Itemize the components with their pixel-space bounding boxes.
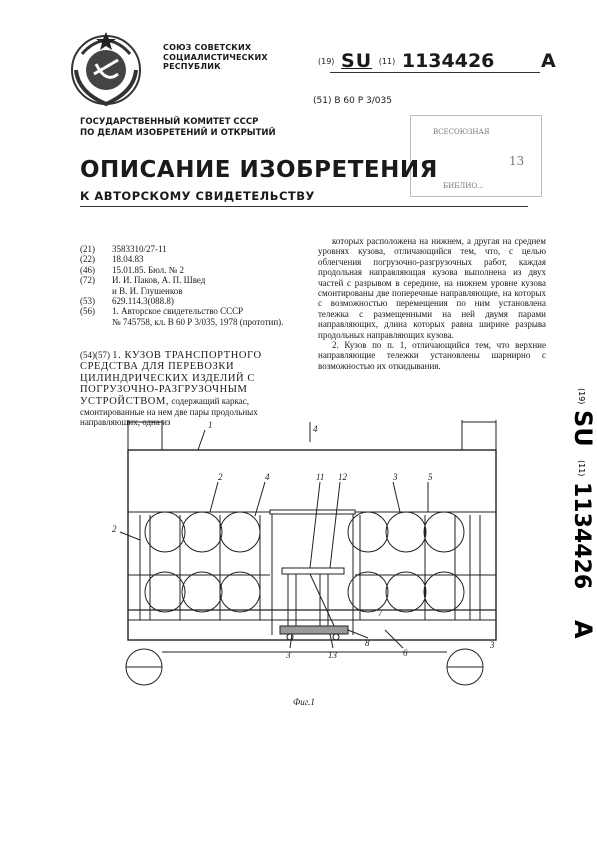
label-8: 8 — [365, 638, 370, 648]
technical-drawing — [110, 420, 530, 710]
union-name — [163, 43, 268, 72]
title-rule — [80, 206, 528, 207]
ipc-value: В 60 Р 3/035 — [334, 96, 392, 106]
claim-paragraph: которых расположена на нижнем, а другая на среднем уровнях кузова, отличающийся тем, что, с целью облегчения погрузочно-разгрузочных работ, каждая продольная направляющая кузова выполнена из двух частей с разрывом в середине, на нижнем уровне кузова смонтированы две поперечные направляющие, на которых с возможностью перемещения по ним установлена тележка с размещенными на ней двумя парами направляющих, длина которых равна ширине разрыва продольных направляющих кузова. — [318, 236, 546, 340]
ipc-class — [313, 96, 392, 106]
ussr-emblem-icon — [66, 30, 146, 110]
label-3-bottom: 3 — [286, 650, 291, 660]
biblio-row: (22) 18.04.83 — [80, 254, 144, 265]
stamp-text: ВСЕСОЮЗНАЯ — [433, 128, 490, 136]
document-subtitle: К АВТОРСКОМУ СВИДЕТЕЛЬСТВУ — [80, 189, 315, 203]
label-2-side: 2 — [112, 524, 117, 534]
biblio-row: (21) 3583310/27-11 — [80, 244, 167, 254]
vertical-country: SU — [569, 410, 597, 447]
cylinder-products — [145, 512, 464, 612]
committee-line: ГОСУДАРСТВЕННЫЙ КОМИТЕТ СССР — [80, 117, 259, 127]
vertical-inid-11: (11) — [577, 460, 586, 477]
header-underline — [330, 72, 540, 73]
vertical-inid-19: (19) — [577, 388, 586, 405]
document-title: ОПИСАНИЕ ИЗОБРЕТЕНИЯ — [80, 157, 438, 183]
label-4: 4 — [265, 472, 270, 482]
union-line: СОЮЗ СОВЕТСКИХ — [163, 43, 252, 52]
vertical-kind: A — [569, 620, 597, 639]
vertical-patent-number — [545, 388, 597, 658]
claim-text: содержащий каркас, смонтированные на нем две пары продольных направляющих, одна из — [80, 395, 258, 428]
biblio-row: и В. И. Глушенков — [112, 285, 183, 296]
stamp-text: БИБЛИО... — [443, 182, 484, 190]
label-11: 11 — [316, 472, 325, 482]
biblio-row: (46) 15.01.85. Бюл. № 2 — [80, 264, 184, 275]
claim-paragraph: 2. Кузов по п. 1, отличающийся тем, что верхние направляющие тележки установлены шарнирно с возможностью их откидывания. — [318, 340, 546, 371]
label-12: 12 — [338, 472, 347, 482]
biblio-row: (56) 1. Авторское свидетельство СССР — [80, 306, 244, 317]
label-1: 1 — [208, 420, 213, 430]
patent-number: 1134426 — [401, 50, 495, 72]
label-5: 5 — [428, 472, 433, 482]
biblio-row: (53) 629.114.3(088.8) — [80, 296, 174, 307]
union-line: РЕСПУБЛИК — [163, 62, 221, 71]
label-2: 2 — [218, 472, 223, 482]
label-13: 13 — [328, 650, 337, 660]
committee — [80, 117, 276, 138]
committee-line: ПО ДЕЛАМ ИЗОБРЕТЕНИЙ И ОТКРЫТИЙ — [80, 127, 276, 138]
country-code: SU — [341, 50, 373, 72]
biblio-row: (72) И. И. Паков, А. П. Швед — [80, 275, 206, 286]
label-4-section: 4 — [313, 424, 318, 434]
inid-51: (51) — [313, 96, 332, 106]
union-line: СОЦИАЛИСТИЧЕСКИХ — [163, 52, 268, 62]
publication-number — [318, 50, 556, 72]
inid-11: (11) — [378, 57, 396, 66]
library-stamp — [410, 115, 542, 197]
vehicle-body-frame — [128, 420, 496, 640]
kind-code: A — [541, 50, 556, 72]
label-6: 6 — [403, 648, 408, 658]
label-3-right: 3 — [490, 640, 495, 650]
claim-continuation — [318, 236, 546, 371]
claim-block — [80, 350, 310, 428]
inid-19: (19) — [318, 57, 335, 66]
inid-54-57: (54)(57) — [80, 350, 110, 360]
wheels — [126, 649, 483, 685]
bibliographic-data — [80, 244, 310, 327]
label-7: 7 — [378, 608, 383, 618]
figure-caption: Фиг.1 — [293, 697, 315, 707]
vertical-number: 1134426 — [569, 482, 594, 590]
stamp-text: 13 — [509, 154, 525, 168]
biblio-row: № 745758, кл. В 60 Р 3/035, 1978 (прототип). — [112, 316, 284, 327]
label-3: 3 — [393, 472, 398, 482]
invention-title: 1. КУЗОВ ТРАНСПОРТНОГО СРЕДСТВА ДЛЯ ПЕРЕВОЗКИ ЦИЛИНДРИЧЕСКИХ ИЗДЕЛИЙ С ПОГРУЗОЧНО-РАЗГРУЗОЧНЫМ УСТРОЙСТВОМ, — [80, 350, 262, 407]
